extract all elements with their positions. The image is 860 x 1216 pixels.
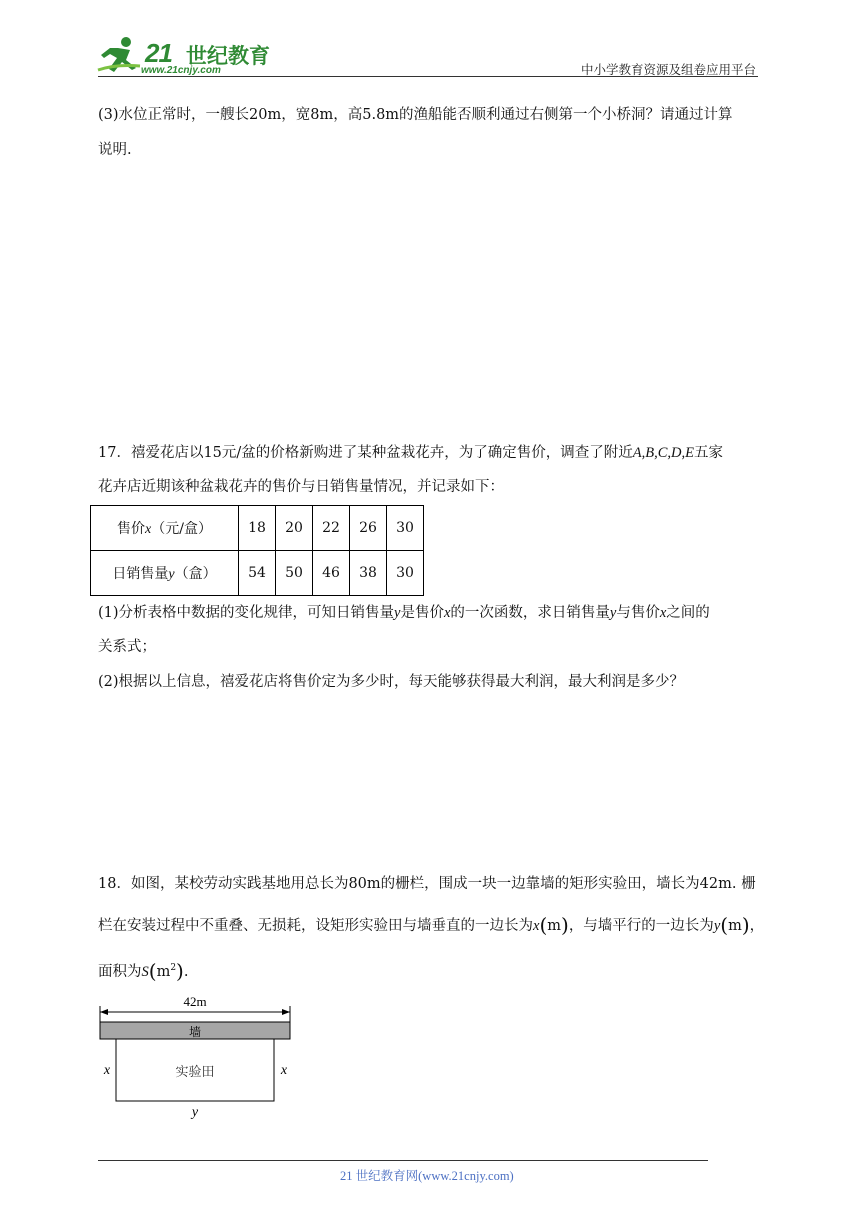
field-diagram xyxy=(96,992,296,1122)
footer-link[interactable]: 21 世纪教育网(www.21cnjy.com) xyxy=(340,1169,514,1183)
row-header-price: 售价x（元/盒） xyxy=(91,506,239,551)
q17-part1-line1: (1)分析表格中数据的变化规律，可知日销售量y是售价x的一次函数，求日销售量y与售价x之间的 xyxy=(98,605,710,621)
logo-runner-icon xyxy=(96,36,146,76)
table-cell: 30 xyxy=(387,551,424,596)
side-x-left: x xyxy=(103,1063,111,1078)
arrow-left-icon xyxy=(100,1009,108,1015)
q17-part1-line2: 关系式； xyxy=(98,639,156,655)
q16-part3-line1: (3)水位正常时，一艘长20m，宽8m，高5.8m的渔船能否顺利通过右侧第一个小桥洞？请通过计算 xyxy=(98,107,733,123)
row-header-sales: 日销售量y（盒） xyxy=(91,551,239,596)
side-y-bottom: y xyxy=(191,1105,199,1120)
table-cell: 30 xyxy=(387,506,424,551)
side-x-right: x xyxy=(280,1063,288,1078)
boat-width: 8m xyxy=(310,107,334,123)
arrow-right-icon xyxy=(282,1009,290,1015)
table-cell: 20 xyxy=(276,506,313,551)
boat-height: 5.8m xyxy=(362,107,400,123)
brand-name: 世纪教育 xyxy=(186,44,270,68)
q17-line1: 17．禧爱花店以15元/盆的价格新购进了某种盆栽花卉，为了确定售价，调查了附近A,B,C,D,E五家 xyxy=(98,445,724,461)
wall-label: 墙 xyxy=(188,1025,202,1039)
table-cell: 54 xyxy=(239,551,276,596)
table-row xyxy=(91,551,424,596)
table-cell: 18 xyxy=(239,506,276,551)
table-cell: 46 xyxy=(313,551,350,596)
table-cell: 38 xyxy=(350,551,387,596)
table-row xyxy=(91,506,424,551)
wall-length-label: 42m xyxy=(183,994,207,1009)
field-label: 实验田 xyxy=(175,1065,215,1080)
brand-url: www.21cnjy.com xyxy=(141,65,221,76)
footer-divider xyxy=(98,1160,708,1161)
q18-line2: 栏在安装过程中不重叠、无损耗，设矩形实验田与墙垂直的一边长为x(m)，与墙平行的一边长为y(m)， xyxy=(98,913,765,937)
q17-line2: 花卉店近期该种盆栽花卉的售价与日销售量情况，并记录如下： xyxy=(98,479,504,495)
table-cell: 50 xyxy=(276,551,313,596)
sales-table xyxy=(90,505,424,596)
brand-number: 21 xyxy=(145,38,172,68)
header-divider xyxy=(98,76,758,77)
q18-line1: 18．如图，某校劳动实践基地用总长为80m的栅栏，围成一块一边靠墙的矩形实验田，墙长为42m. 栅 xyxy=(98,876,756,892)
table-cell: 26 xyxy=(350,506,387,551)
q18-line3: 面积为$S(m^2)$. xyxy=(98,958,189,983)
table-cell: 22 xyxy=(313,506,350,551)
platform-title: 中小学教育资源及组卷应用平台 xyxy=(580,62,756,77)
q16-part3-line2: 说明. xyxy=(98,142,132,158)
shop-letters: A,B,C,D,E xyxy=(632,445,695,461)
q17-part2: (2)根据以上信息，禧爱花店将售价定为多少时，每天能够获得最大利润，最大利润是多少？ xyxy=(98,674,685,690)
boat-length: 20m xyxy=(249,107,282,123)
